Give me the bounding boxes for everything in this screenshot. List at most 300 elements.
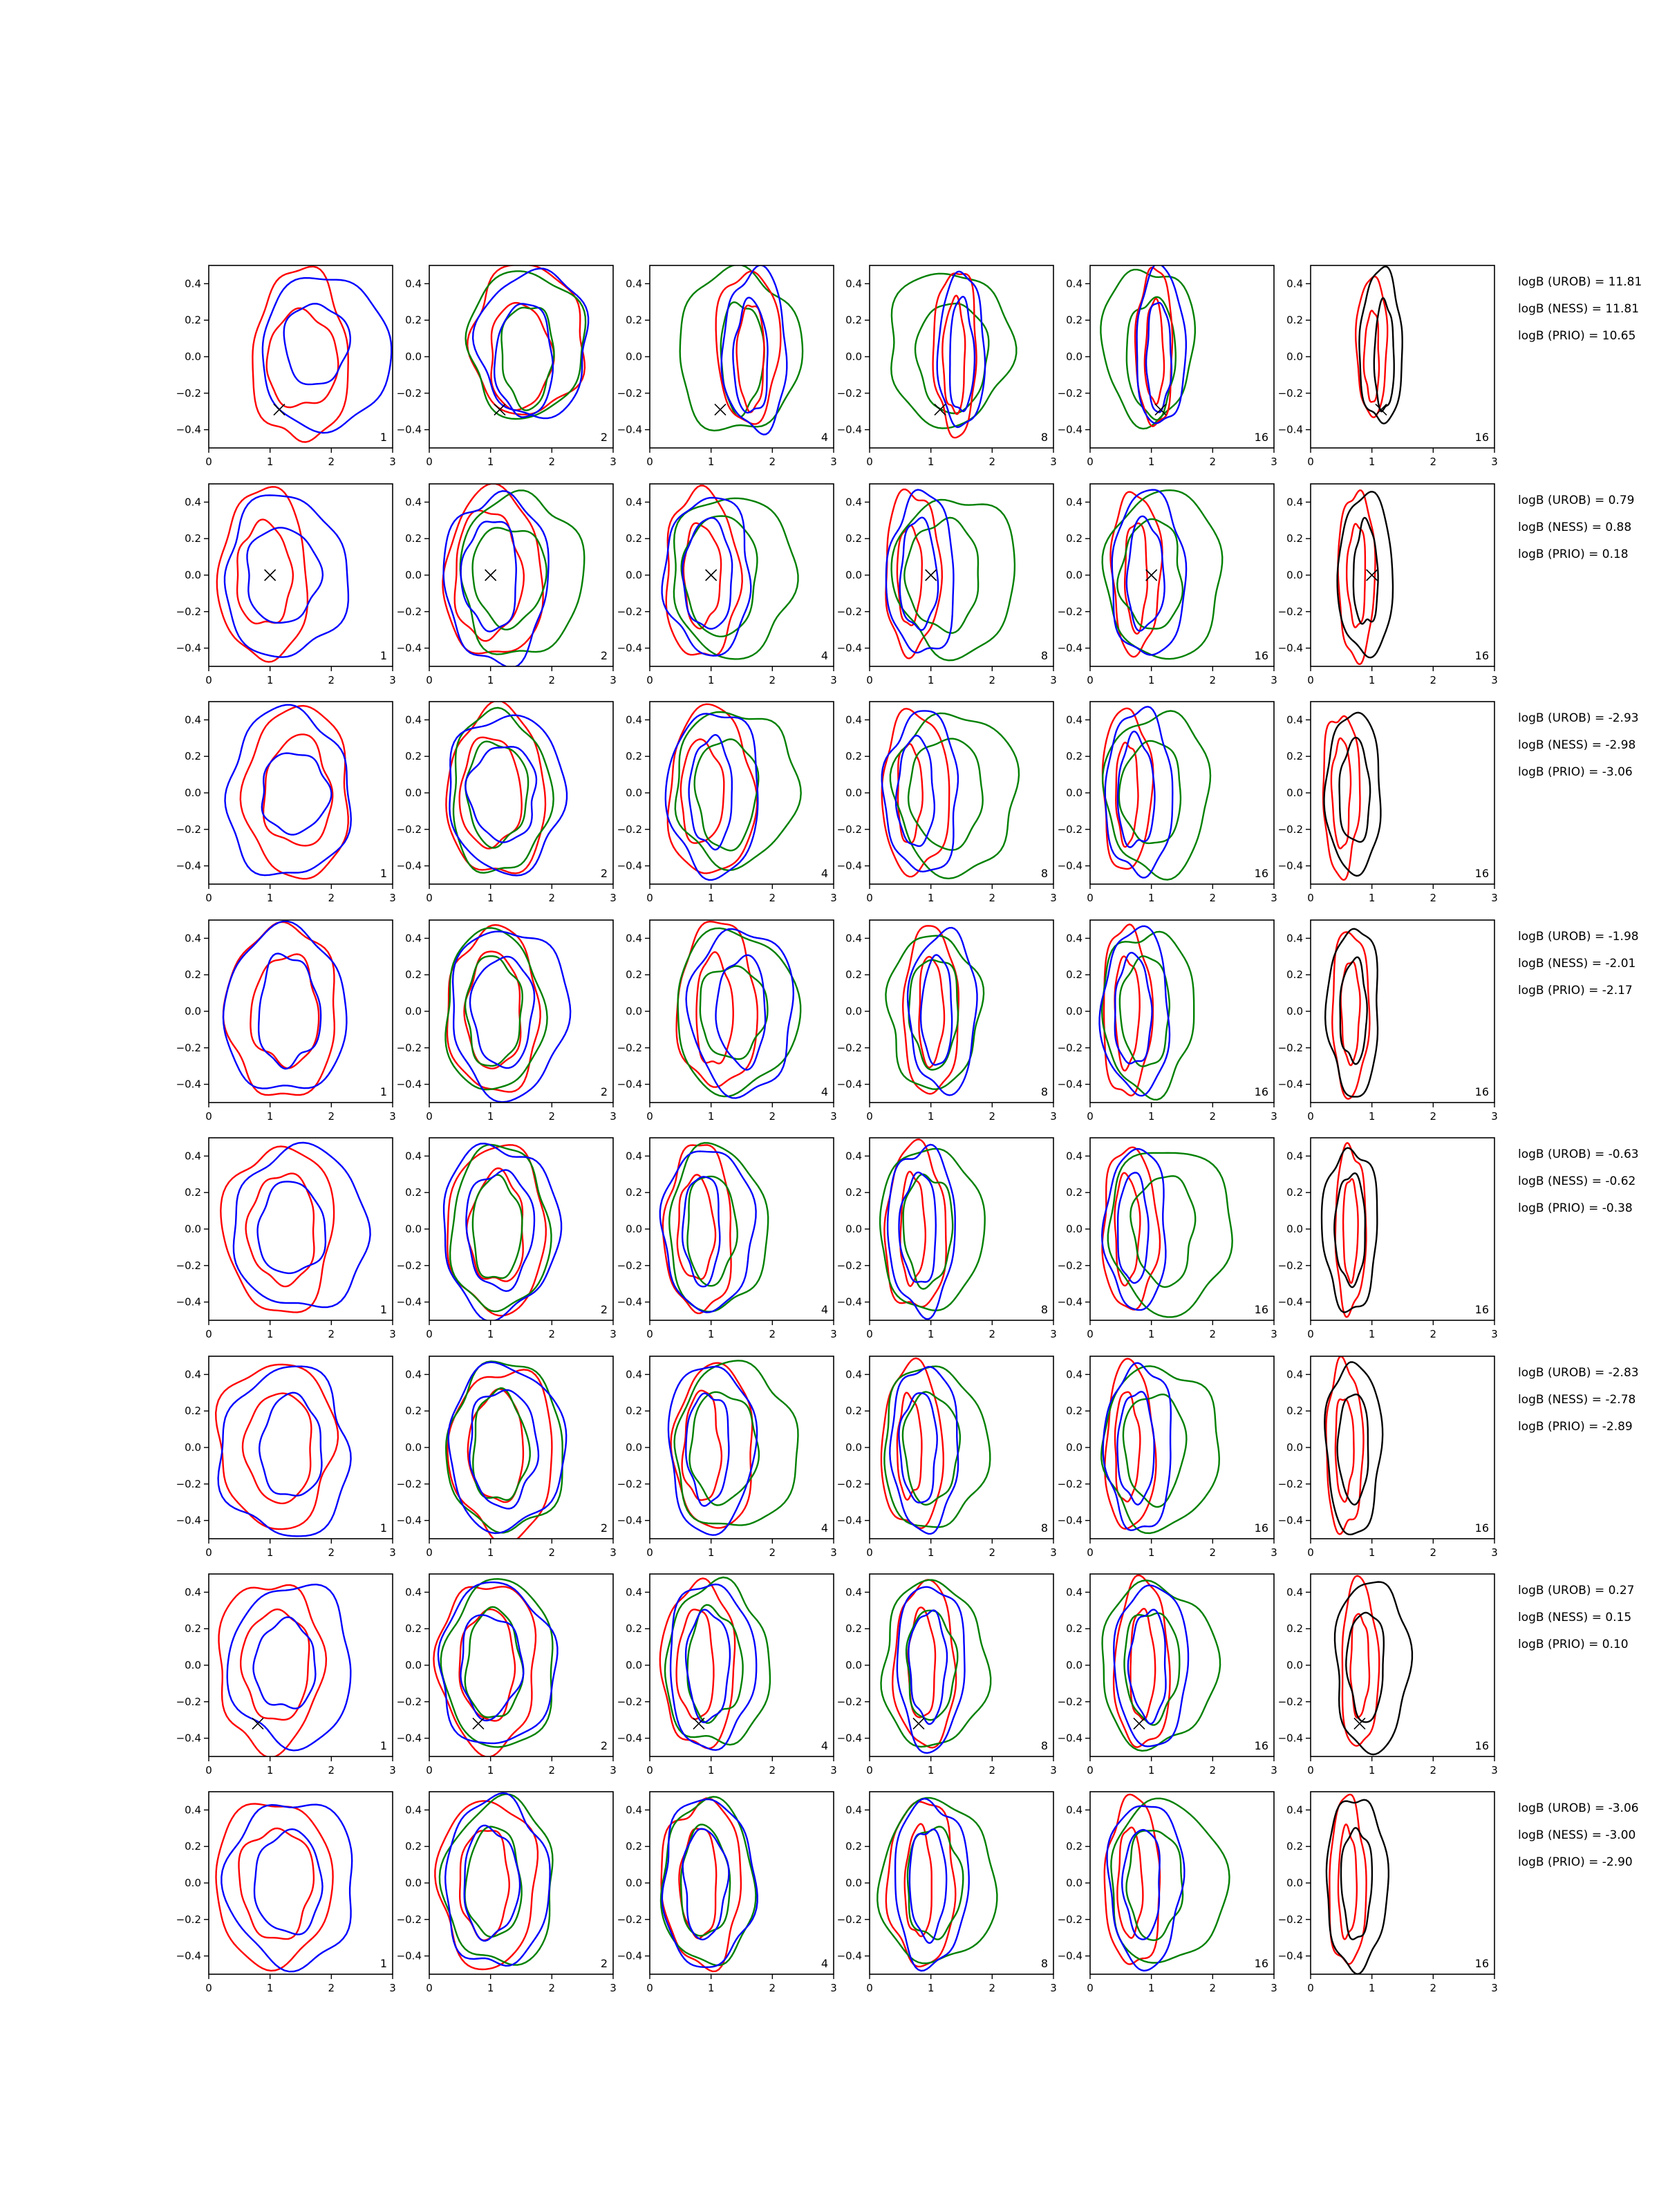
axes-frame: [870, 265, 1053, 448]
y-tick-label: −0.4: [396, 1078, 422, 1091]
y-tick-label: 0.4: [1286, 1150, 1303, 1163]
x-tick-label: 3: [1050, 892, 1057, 904]
plot-area: [881, 1358, 990, 1534]
x-tick-label: 1: [487, 1328, 494, 1340]
y-tick-label: −0.4: [176, 1514, 201, 1527]
y-tick-label: 0.4: [405, 496, 422, 509]
y-tick-label: 0.0: [1066, 1223, 1082, 1235]
y-tick-label: −0.4: [396, 1732, 422, 1745]
x-tick-label: 2: [328, 1546, 335, 1559]
x-tick-label: 3: [1271, 892, 1277, 904]
y-tick-label: −0.4: [1057, 1949, 1082, 1962]
y-tick-label: −0.4: [176, 1295, 201, 1309]
contour-red: [246, 1174, 315, 1287]
plot-area: [446, 925, 571, 1102]
x-tick-label: 2: [328, 1328, 335, 1340]
x-tick-label: 2: [328, 1764, 335, 1777]
log-bayes-factor: logB (PRIO) = 0.10: [1518, 1638, 1629, 1651]
x-tick-label: 3: [1271, 1328, 1277, 1340]
panel-label: 16: [1254, 1521, 1268, 1535]
panel-label: 2: [600, 1085, 608, 1098]
plot-area: [666, 704, 801, 880]
x-tick-label: 3: [1050, 674, 1057, 686]
y-tick-label: 0.0: [405, 1877, 422, 1889]
x-tick-label: 1: [707, 892, 715, 904]
log-bayes-factor: logB (NESS) = 11.81: [1518, 302, 1640, 316]
y-tick-label: 0.0: [405, 1659, 422, 1671]
plot-area: [1324, 1356, 1382, 1535]
y-tick-label: 0.0: [185, 1877, 201, 1889]
y-tick-label: 0.4: [1286, 277, 1303, 290]
contour-black: [1374, 298, 1394, 411]
x-tick-label: 2: [988, 1546, 996, 1559]
y-tick-label: −0.4: [1057, 1732, 1082, 1745]
x-tick-label: 0: [866, 1328, 873, 1340]
y-tick-label: 0.2: [405, 314, 422, 327]
x-tick-label: 3: [1491, 1982, 1498, 1994]
x-tick-label: 3: [610, 1764, 617, 1777]
x-tick-label: 3: [389, 674, 396, 686]
plot-area: [443, 484, 585, 668]
x-tick-label: 1: [927, 674, 935, 686]
x-tick-label: 2: [1209, 1764, 1217, 1777]
y-tick-label: −0.2: [1057, 605, 1082, 618]
x-tick-label: 2: [988, 1764, 996, 1777]
x-tick-label: 2: [769, 1328, 776, 1340]
y-tick-label: 0.0: [1066, 1877, 1082, 1889]
log-bayes-factor: logB (UROB) = -2.93: [1518, 711, 1639, 725]
x-tick-label: 0: [866, 1764, 873, 1777]
y-tick-label: −0.4: [176, 641, 201, 655]
y-tick-label: 0.2: [1066, 750, 1082, 763]
y-tick-label: 0.2: [1066, 314, 1082, 327]
panel-label: 2: [600, 867, 608, 880]
x-tick-label: 0: [1307, 1982, 1314, 1994]
y-tick-label: 0.0: [626, 1005, 642, 1018]
log-bayes-factor: logB (UROB) = 0.27: [1518, 1584, 1635, 1597]
panel-label: 4: [821, 649, 828, 662]
y-tick-label: 0.0: [185, 569, 201, 581]
y-tick-label: 0.2: [185, 314, 201, 327]
x-tick-label: 1: [707, 456, 715, 468]
x-tick-label: 3: [389, 1110, 396, 1123]
x-tick-label: 0: [1307, 892, 1314, 904]
contour-green: [473, 527, 547, 629]
x-tick-label: 1: [1147, 892, 1155, 904]
axes-frame: [209, 1138, 393, 1320]
panel: [617, 1792, 837, 1994]
y-tick-label: 0.2: [1286, 532, 1303, 545]
contour-blue: [1127, 516, 1165, 631]
y-tick-label: 0.2: [845, 750, 862, 763]
y-tick-label: −0.2: [1277, 386, 1303, 400]
y-tick-label: −0.4: [617, 1514, 642, 1527]
panel: [397, 1138, 617, 1340]
x-tick-label: 1: [1147, 1764, 1155, 1777]
x-tick-label: 3: [610, 674, 617, 686]
log-bayes-factor: logB (UROB) = -3.06: [1518, 1801, 1639, 1815]
panel: [1058, 1356, 1277, 1559]
axes-frame: [1090, 920, 1274, 1103]
y-tick-label: 0.2: [185, 1840, 201, 1853]
log-bayes-factor: logB (UROB) = -0.63: [1518, 1147, 1639, 1161]
panel: [397, 701, 617, 904]
axes-frame: [209, 265, 393, 448]
x-tick-label: 3: [389, 1764, 396, 1777]
panel-label: 4: [821, 431, 828, 444]
x-tick-label: 3: [830, 1982, 837, 1994]
axes-frame: [1311, 1356, 1494, 1539]
x-tick-label: 0: [1307, 1328, 1314, 1340]
y-tick-label: 0.0: [1066, 1659, 1082, 1671]
contour-black: [1334, 1173, 1365, 1287]
panel-label: 1: [379, 1303, 387, 1316]
plot-area: [680, 265, 803, 435]
x-tick-label: 2: [988, 1982, 996, 1994]
y-tick-label: 0.2: [1286, 1840, 1303, 1853]
x-tick-label: 1: [1147, 456, 1155, 468]
y-tick-label: 0.2: [405, 532, 422, 545]
panel-label: 16: [1474, 1303, 1489, 1316]
x-tick-label: 2: [769, 892, 776, 904]
axes-frame: [1090, 265, 1274, 448]
y-tick-label: 0.2: [405, 1186, 422, 1199]
contour-red: [1332, 932, 1369, 1098]
contour-blue: [254, 1829, 323, 1934]
contour-red: [885, 489, 941, 659]
y-tick-label: −0.2: [396, 1259, 422, 1272]
plot-area: [1103, 490, 1223, 659]
plot-area: [446, 1361, 566, 1545]
panel-label: 16: [1474, 867, 1489, 880]
contour-blue: [908, 1611, 947, 1725]
x-tick-label: 2: [1209, 1328, 1217, 1340]
x-tick-label: 2: [769, 456, 776, 468]
x-tick-label: 0: [205, 1764, 212, 1777]
axes-frame: [429, 1356, 613, 1539]
contour-green: [465, 1827, 522, 1937]
axes-frame: [650, 265, 834, 448]
x-tick-label: 0: [646, 1982, 653, 1994]
plot-area: [661, 1797, 758, 1971]
y-tick-label: 0.2: [405, 1405, 422, 1418]
contour-red: [908, 1607, 935, 1717]
x-tick-label: 3: [830, 1328, 837, 1340]
x-tick-label: 3: [830, 456, 837, 468]
y-tick-label: −0.2: [176, 1477, 201, 1490]
panel: [837, 1356, 1057, 1559]
y-tick-label: −0.2: [617, 1477, 642, 1490]
x-tick-label: 3: [1491, 456, 1498, 468]
y-tick-label: −0.2: [617, 1041, 642, 1054]
panel-label: 8: [1040, 431, 1048, 444]
y-tick-label: 0.2: [1066, 1186, 1082, 1199]
axes-frame: [870, 920, 1053, 1103]
panel: [617, 920, 837, 1123]
y-tick-label: 0.2: [626, 532, 642, 545]
plot-area: [891, 272, 1016, 438]
panel-label: 2: [600, 1521, 608, 1535]
contour-green: [466, 271, 586, 419]
panel: [837, 702, 1057, 904]
plot-area: [446, 701, 567, 876]
plot-area: [1325, 929, 1378, 1099]
y-tick-label: −0.4: [396, 1295, 422, 1309]
panel-label: 16: [1474, 1957, 1489, 1970]
x-tick-label: 1: [266, 1110, 274, 1123]
y-tick-label: 0.4: [185, 496, 201, 509]
x-tick-label: 1: [1147, 674, 1155, 686]
y-tick-label: −0.2: [396, 1913, 422, 1926]
x-tick-label: 1: [927, 456, 935, 468]
x-tick-label: 3: [1491, 674, 1498, 686]
y-tick-label: 0.0: [845, 1877, 862, 1889]
plot-area: [1338, 490, 1393, 664]
y-tick-label: −0.2: [836, 386, 862, 400]
x-tick-label: 0: [866, 1982, 873, 1994]
panel-label: 4: [821, 1521, 828, 1535]
y-tick-label: −0.4: [1277, 1949, 1303, 1962]
contour-blue: [921, 955, 952, 1065]
contour-red: [263, 734, 332, 845]
y-tick-label: −0.2: [617, 1695, 642, 1708]
true-value-marker: [913, 1718, 924, 1729]
y-tick-label: 0.4: [405, 713, 422, 727]
x-tick-label: 3: [389, 892, 396, 904]
x-tick-label: 1: [1147, 1110, 1155, 1123]
x-tick-label: 0: [866, 892, 873, 904]
y-tick-label: −0.2: [1277, 605, 1303, 618]
y-tick-label: 0.0: [626, 1441, 642, 1454]
y-tick-label: 0.4: [1066, 1368, 1082, 1381]
x-tick-label: 3: [1491, 1328, 1498, 1340]
contour-blue: [262, 753, 332, 835]
y-tick-label: 0.0: [405, 1441, 422, 1454]
x-tick-label: 3: [1050, 1764, 1057, 1777]
contour-blue: [686, 1610, 730, 1723]
panel: [1278, 920, 1498, 1123]
panel-grid: [176, 264, 1498, 1994]
panel-label: 1: [379, 649, 387, 662]
x-tick-label: 3: [1050, 1110, 1057, 1123]
y-tick-label: 0.2: [1286, 968, 1303, 982]
panel-label: 16: [1474, 431, 1489, 444]
y-tick-label: −0.4: [617, 641, 642, 655]
y-tick-label: −0.4: [176, 1078, 201, 1091]
x-tick-label: 2: [1430, 674, 1437, 686]
y-tick-label: 0.4: [1066, 496, 1082, 509]
x-tick-label: 1: [1368, 1982, 1376, 1994]
x-tick-label: 2: [988, 892, 996, 904]
panel-label: 1: [379, 1957, 387, 1970]
panel-label: 8: [1040, 1957, 1048, 1970]
panel: [837, 1138, 1057, 1340]
contour-blue: [223, 921, 346, 1089]
x-tick-label: 1: [1147, 1982, 1155, 1994]
x-tick-label: 1: [1368, 1110, 1376, 1123]
stats-block: [1518, 276, 1642, 357]
log-bayes-factor: logB (NESS) = -0.62: [1518, 1174, 1636, 1188]
panel: [1058, 920, 1277, 1123]
y-tick-label: −0.4: [396, 641, 422, 655]
y-tick-label: −0.2: [1057, 1695, 1082, 1708]
x-tick-label: 2: [328, 1982, 335, 1994]
x-tick-label: 3: [830, 1764, 837, 1777]
contour-blue: [1122, 1830, 1160, 1940]
panel: [837, 484, 1057, 686]
contour-green: [880, 1149, 985, 1311]
x-tick-label: 3: [830, 892, 837, 904]
y-tick-label: −0.4: [1057, 859, 1082, 872]
y-tick-label: 0.4: [845, 496, 862, 509]
plot-area: [882, 709, 1019, 879]
plot-area: [885, 926, 984, 1095]
contour-green: [441, 1579, 553, 1747]
panel: [397, 1356, 617, 1559]
y-tick-label: 0.0: [1286, 1005, 1303, 1018]
y-tick-label: 0.2: [405, 750, 422, 763]
x-tick-label: 2: [1209, 1546, 1217, 1559]
axes-frame: [429, 265, 613, 448]
panel: [176, 1574, 396, 1777]
log-bayes-factor: logB (PRIO) = -2.90: [1518, 1855, 1633, 1869]
y-tick-label: −0.2: [396, 605, 422, 618]
x-tick-label: 1: [487, 1764, 494, 1777]
panel-label: 8: [1040, 1303, 1048, 1316]
log-bayes-factor: logB (UROB) = 0.79: [1518, 494, 1635, 507]
y-tick-label: 0.4: [1066, 1150, 1082, 1163]
contour-black: [1346, 1613, 1384, 1722]
panel-label: 16: [1474, 1085, 1489, 1098]
x-tick-label: 2: [1430, 1546, 1437, 1559]
x-tick-label: 0: [426, 892, 433, 904]
y-tick-label: 0.0: [1286, 787, 1303, 799]
panel-label: 4: [821, 1085, 828, 1098]
contour-green: [903, 1392, 960, 1505]
x-tick-label: 0: [205, 1982, 212, 1994]
panel: [1278, 484, 1498, 686]
plot-area: [881, 1580, 991, 1753]
plot-area: [1105, 1794, 1230, 1971]
x-tick-label: 0: [426, 1546, 433, 1559]
y-tick-label: 0.2: [185, 532, 201, 545]
y-tick-label: 0.4: [1066, 277, 1082, 290]
x-tick-label: 1: [707, 1546, 715, 1559]
y-tick-label: 0.4: [845, 1803, 862, 1817]
y-tick-label: 0.0: [185, 787, 201, 799]
x-tick-label: 3: [389, 1328, 396, 1340]
x-tick-label: 1: [266, 1764, 274, 1777]
y-tick-label: −0.2: [617, 605, 642, 618]
x-tick-label: 1: [1147, 1546, 1155, 1559]
contour-blue: [225, 495, 348, 657]
plot-area: [466, 265, 589, 419]
x-tick-label: 2: [1430, 892, 1437, 904]
x-tick-label: 2: [1209, 1110, 1217, 1123]
contour-green: [1108, 1153, 1232, 1318]
y-tick-label: 0.4: [1286, 713, 1303, 727]
panel-label: 4: [821, 1739, 828, 1752]
x-tick-label: 1: [927, 1110, 935, 1123]
panel-label: 2: [600, 1957, 608, 1970]
plot-area: [1356, 267, 1403, 424]
y-tick-label: 0.4: [626, 1150, 642, 1163]
x-tick-label: 0: [205, 1546, 212, 1559]
y-tick-label: −0.4: [1277, 1732, 1303, 1745]
log-bayes-factor: logB (PRIO) = -2.89: [1518, 1420, 1633, 1434]
y-tick-label: 0.0: [1066, 1005, 1082, 1018]
x-tick-label: 3: [1050, 1982, 1057, 1994]
true-value-marker: [473, 1718, 484, 1729]
contour-blue: [1117, 1391, 1154, 1504]
contour-red: [663, 1145, 731, 1313]
plot-area: [1103, 706, 1210, 879]
y-tick-label: 0.4: [405, 277, 422, 290]
y-tick-label: 0.2: [185, 1186, 201, 1199]
y-tick-label: −0.4: [617, 423, 642, 436]
x-tick-label: 1: [487, 892, 494, 904]
panel: [1278, 1356, 1498, 1559]
panel: [176, 920, 396, 1123]
x-tick-label: 1: [1368, 456, 1376, 468]
x-tick-label: 1: [487, 674, 494, 686]
contour-red: [221, 1146, 334, 1312]
y-tick-label: 0.2: [1286, 1622, 1303, 1635]
y-tick-label: −0.2: [836, 1477, 862, 1490]
stats-block: [1518, 1149, 1639, 1230]
y-tick-label: 0.2: [626, 750, 642, 763]
x-tick-label: 0: [1307, 1110, 1314, 1123]
x-tick-label: 1: [1368, 674, 1376, 686]
axes-frame: [1311, 1138, 1494, 1320]
y-tick-label: 0.4: [845, 713, 862, 727]
y-tick-label: −0.4: [836, 1732, 862, 1745]
panel-label: 1: [379, 1739, 387, 1752]
log-bayes-factor: logB (PRIO) = -2.17: [1518, 984, 1633, 997]
x-tick-label: 0: [426, 1328, 433, 1340]
y-tick-label: 0.2: [626, 1840, 642, 1853]
plot-area: [225, 705, 351, 879]
x-tick-label: 2: [769, 1982, 776, 1994]
panel-label: 4: [821, 1957, 828, 1970]
contour-green: [909, 960, 958, 1070]
panel: [617, 1356, 837, 1559]
panel: [1278, 1792, 1498, 1994]
panel-label: 2: [600, 649, 608, 662]
panel: [617, 265, 837, 468]
x-tick-label: 2: [1430, 1110, 1437, 1123]
x-tick-label: 0: [646, 456, 653, 468]
true-value-marker: [1367, 570, 1378, 581]
y-tick-label: 0.0: [1286, 1659, 1303, 1671]
y-tick-label: −0.2: [836, 1259, 862, 1272]
y-tick-label: −0.2: [1277, 1477, 1303, 1490]
y-tick-label: −0.2: [617, 1913, 642, 1926]
y-tick-label: 0.4: [845, 1150, 862, 1163]
x-tick-label: 1: [487, 456, 494, 468]
x-tick-label: 1: [927, 1546, 935, 1559]
x-tick-label: 1: [707, 1110, 715, 1123]
y-tick-label: −0.4: [176, 1732, 201, 1745]
y-tick-label: 0.4: [405, 1150, 422, 1163]
log-bayes-factor: logB (NESS) = -2.98: [1518, 738, 1636, 752]
contour-red: [1115, 1392, 1140, 1502]
contour-blue: [470, 957, 534, 1068]
true-value-marker: [715, 404, 726, 415]
y-tick-label: −0.4: [836, 1295, 862, 1309]
y-tick-label: 0.0: [845, 787, 862, 799]
x-tick-label: 0: [646, 1328, 653, 1340]
